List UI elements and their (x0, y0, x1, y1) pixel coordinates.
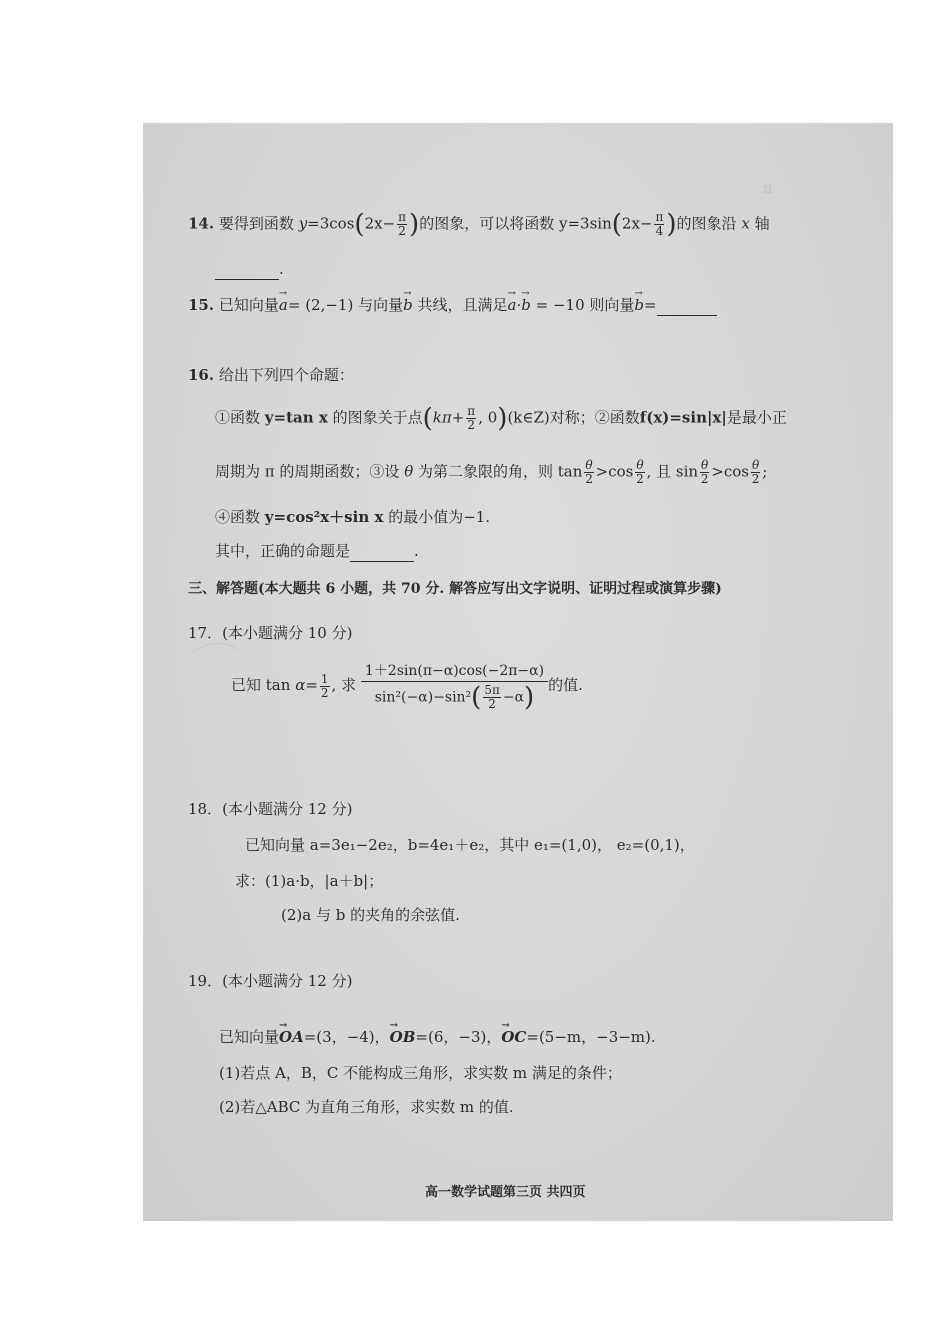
q15-line: 15. 已知向量→ a= (2,−1) 与向量→ b 共线，且满足→ a·→ b = −10 则向量→ b= (188, 295, 717, 316)
q14-line1: 14. 要得到函数 y=3cos(2x− $\frac{\pi}{2}$ )的图象，可以将函数 y=3sin(2x− $\frac{\pi}{4}$ )的图象沿 x 轴 (188, 209, 770, 240)
q15-blank (657, 295, 717, 316)
bleed-through: π (763, 181, 773, 197)
q14-blank (215, 259, 279, 280)
q19-header: 19．(本小题满分 12 分) (188, 972, 353, 990)
q17-fraction: 1＋2sin(π−α)cos(−2π−α) sin²(−α)−sin²( $\frac{5\pi}{2}$ −α) (361, 661, 548, 711)
q19-line2: (1)若点 A，B，C 不能构成三角形，求实数 m 满足的条件； (219, 1064, 622, 1082)
q18-line2: 求：(1)a·b，|a＋b|； (235, 872, 384, 890)
q17-header: 17．(本小题满分 10 分) (188, 624, 353, 642)
exam-page (143, 123, 893, 1221)
q16-line4: 其中，正确的命题是 . (215, 542, 419, 560)
q16-blank (350, 541, 414, 562)
q16-intro: 16. 给出下列四个命题： (188, 366, 354, 384)
q17-body: 已知 tan α= $\frac{1}{2}$ , 求 1＋2sin(π−α)cos(−2π−α) sin²(−α)−sin²( $\frac{5\pi}{2}$ −α) 的值. (231, 663, 583, 713)
page-footer: 高一数学试题第三页 共四页 (425, 1185, 586, 1200)
q16-line3: ④函数 y=cos²x＋sin x 的最小值为−1. (215, 508, 491, 526)
q18-line3: (2)a 与 b 的夹角的余弦值. (281, 906, 460, 924)
q19-line1: 已知向量→ OA=(3，−4)，→ OB=(6，−3)，→ OC=(5−m，−3−m). (219, 1027, 656, 1047)
q16-line2: 周期为 π 的周期函数；③设 θ 为第二象限的角，则 tan $\frac{\theta}{2}$ >cos $\frac{\theta}{2}$ , 且 sin $\frac{\theta}{2}$ >cos $\frac{\theta}{2}$ ; (215, 458, 768, 486)
q19-line3: (2)若△ABC 为直角三角形，求实数 m 的值. (219, 1098, 514, 1116)
q16-line1: ①函数 y=tan x 的图象关于点(kπ+ $\frac{\pi}{2}$ , 0)(k∈Z)对称；②函数f(x)=sin|x|是最小正 (215, 403, 787, 434)
section-heading: 三、解答题(本大题共 6 小题，共 70 分. 解答应写出文字说明、证明过程或演算步骤) (188, 581, 722, 597)
q14-number: 14. (188, 214, 215, 233)
q14-answer-line: . (215, 259, 284, 280)
q18-line1: 已知向量 a=3e₁−2e₂，b=4e₁＋e₂，其中 e₁=(1,0)， e₂=(0,1)， (245, 836, 695, 854)
q18-header: 18．(本小题满分 12 分) (188, 800, 353, 818)
